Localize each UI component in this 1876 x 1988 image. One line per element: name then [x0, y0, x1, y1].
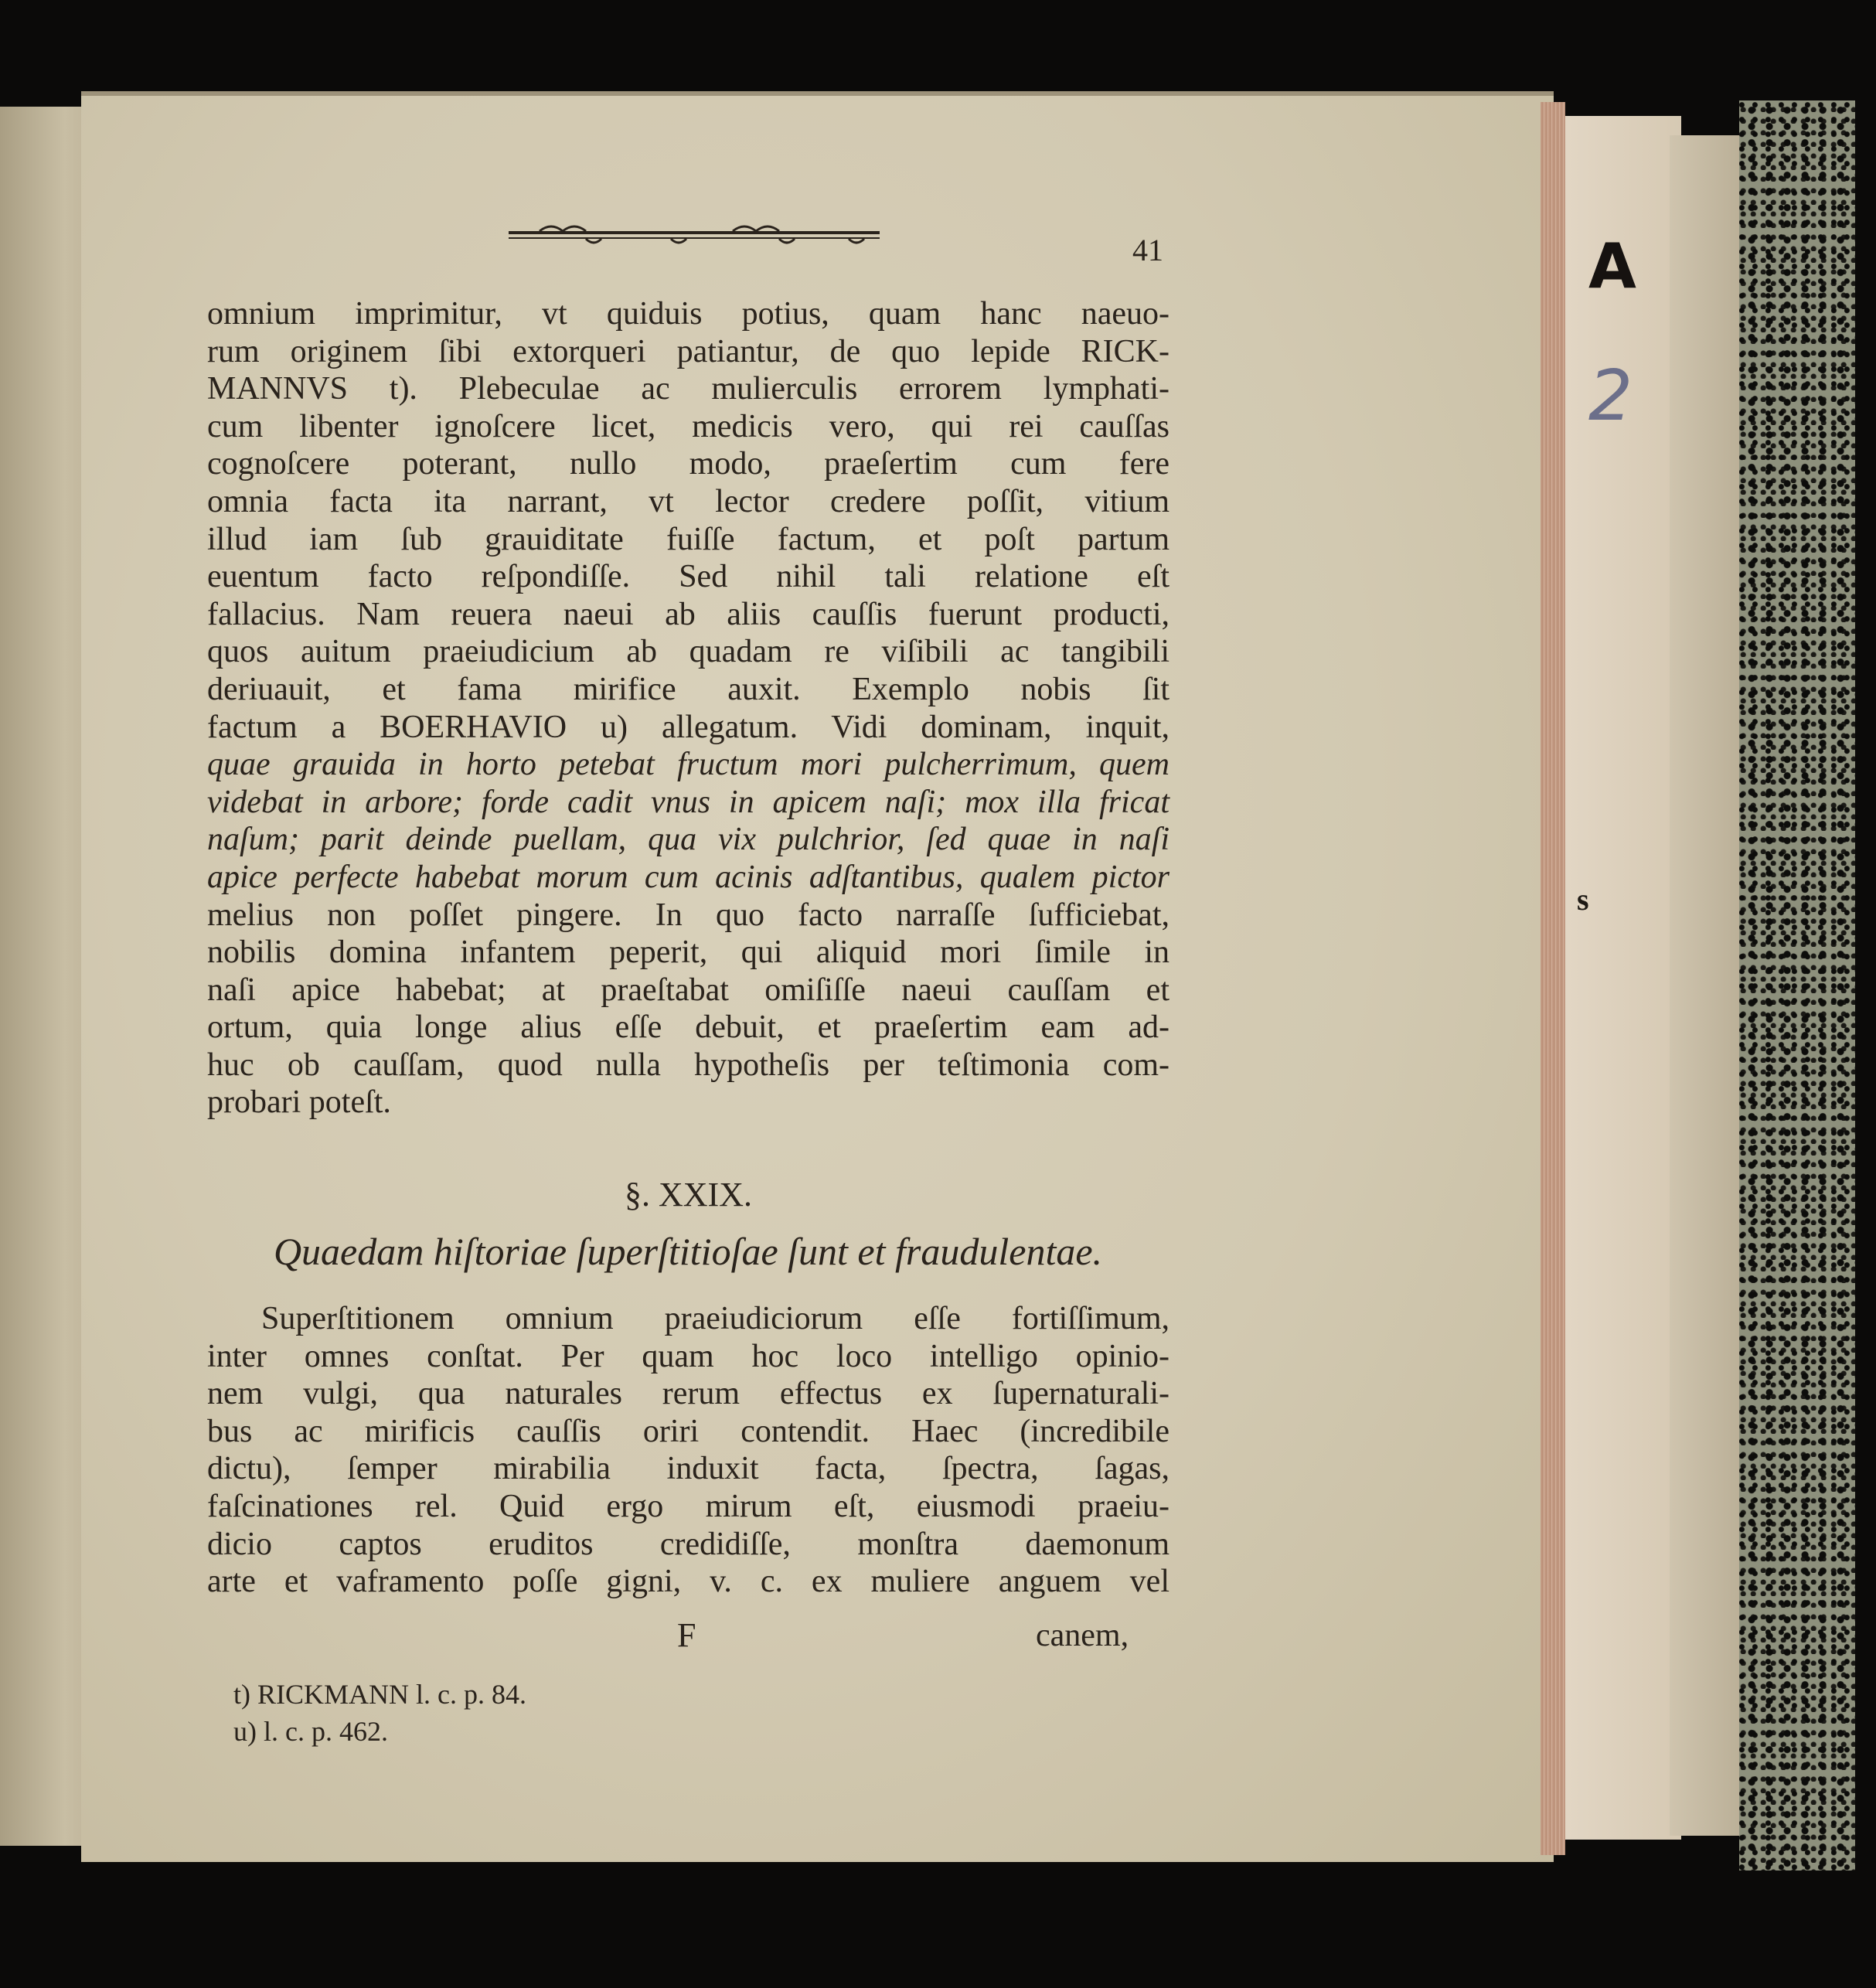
text-line: quos auitum praeiudicium ab quadam re viſibili ac tangibili	[207, 634, 1170, 670]
text-line: bus ac mirificis cauſſis oriri contendit. Haec (incredibile	[207, 1413, 1170, 1449]
text-line: dicio captos eruditos credidiſſe, monſtra daemonum	[207, 1526, 1170, 1562]
text-line-italic: naſum; parit deinde puellam, qua vix pulchrior, ſed quae in naſi	[207, 822, 1170, 858]
text-line: melius non poſſet pingere. In quo facto narraſſe ſufficiebat,	[207, 897, 1170, 933]
text-line-italic: apice perfecte habebat morum cum acinis adſtantibus, qualem pictor	[207, 859, 1170, 895]
page-number: 41	[1132, 233, 1163, 267]
text-line: rum originem ſibi extorqueri patiantur, de quo lepide RICK-	[207, 333, 1170, 369]
text-line: nobilis domina infantem peperit, qui aliquid mori ſimile in	[207, 934, 1170, 971]
text-line: fallacius. Nam reuera naeui ab aliis cauſſis fuerunt producti,	[207, 596, 1170, 632]
footnote: u) l. c. p. 462.	[233, 1716, 388, 1747]
slip-label-lowercase: s	[1577, 882, 1589, 917]
text-line-italic: quae grauida in horto petebat fructum mori pulcherrimum, quem	[207, 747, 1170, 783]
text-line: inter omnes conſtat. Per quam hoc loco intelligo opinio-	[207, 1338, 1170, 1374]
text-line-italic: videbat in arbore; forde cadit vnus in apicem naſi; mox illa fricat	[207, 784, 1170, 820]
text-line: illud iam ſub grauiditate fuiſſe factum, et poſt partum	[207, 521, 1170, 557]
text-line: cum libenter ignoſcere licet, medicis vero, qui rei cauſſas	[207, 408, 1170, 444]
footnotes	[233, 1676, 526, 1750]
text-line: omnium imprimitur, vt quiduis potius, quam hanc naeuo-	[207, 296, 1170, 332]
text-line: nem vulgi, qua naturales rerum effectus ex ſupernaturali-	[207, 1376, 1170, 1412]
signature-mark: F	[677, 1616, 696, 1654]
text-line: euentum facto reſpondiſſe. Sed nihil tali relatione eſt	[207, 559, 1170, 595]
paragraph-2	[207, 1300, 1170, 1601]
text-line: ortum, quia longe alius eſſe debuit, et praeſertim eam ad-	[207, 1009, 1170, 1046]
headpiece-ornament	[509, 220, 880, 251]
text-line: omnia facta ita narrant, vt lector credere poſſit, vitium	[207, 483, 1170, 519]
text-line: probari poteſt.	[207, 1084, 391, 1121]
slip-label-number: 2	[1588, 356, 1633, 437]
text-line: dictu), ſemper mirabilia induxit facta, ſpectra, ſagas,	[207, 1451, 1170, 1487]
text-line: faſcinationes rel. Quid ergo mirum eſt, eiusmodi praeiu-	[207, 1488, 1170, 1524]
paragraph-1	[207, 295, 1170, 1122]
text-line: huc ob cauſſam, quod nulla hypotheſis per teſtimonia com-	[207, 1047, 1170, 1083]
text-line: deriuauit, et fama mirifice auxit. Exemplo nobis ſit	[207, 671, 1170, 707]
section-number: §. XXIX.	[625, 1176, 752, 1214]
text-line: Superſtitionem omnium praeiudiciorum eſſe fortiſſimum,	[261, 1301, 1170, 1336]
text-line: MANNVS t). Plebeculae ac mulierculis errorem lymphati-	[207, 371, 1170, 407]
text-block-edges	[1670, 135, 1739, 1836]
text-line: naſi apice habebat; at praeſtabat omiſiſſe naeui cauſſam et	[207, 972, 1170, 1008]
page-edges	[1541, 102, 1565, 1855]
text-line: arte et vaframento poſſe gigni, v. c. ex muliere anguem vel	[207, 1564, 1170, 1600]
text-line: cognoſcere poterant, nullo modo, praeſertim cum fere	[207, 446, 1170, 482]
slip-label-letter: A	[1588, 230, 1636, 302]
text-line: factum a BOERHAVIO u) allegatum. Vidi dominam, inquit,	[207, 709, 1170, 745]
facing-page-edge	[0, 107, 93, 1846]
marbled-cover	[1739, 100, 1855, 1871]
footnote: t) RICKMANN l. c. p. 84.	[233, 1679, 526, 1710]
section-title: Quaedam hiſtoriae ſuperſtitioſae ſunt et fraudulentae.	[273, 1230, 1103, 1273]
catchword: canem,	[1036, 1618, 1129, 1653]
